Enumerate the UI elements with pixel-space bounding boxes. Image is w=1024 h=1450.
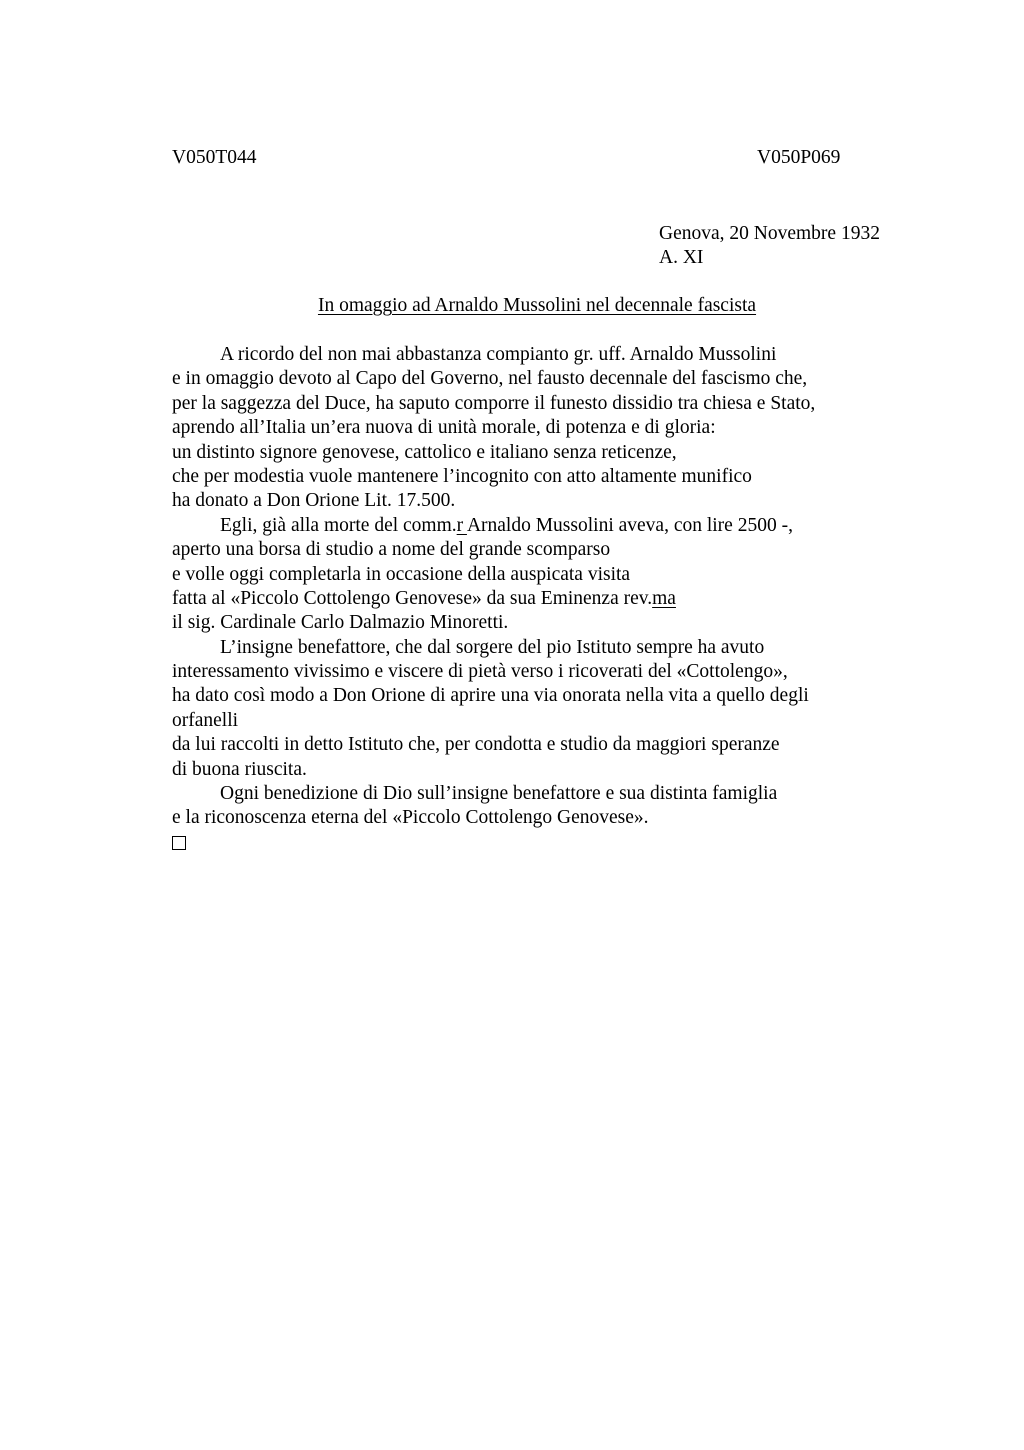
body-line: [172, 514, 932, 538]
body-line: [172, 587, 932, 611]
body-text-segment: Egli, già alla morte del comm.: [220, 514, 457, 536]
dateline: [659, 222, 880, 270]
body-line: di buona riuscita.: [172, 758, 307, 780]
place-date: Genova, 20 Novembre 1932: [659, 223, 880, 244]
body-line: che per modestia vuole mantenere l’incognito con atto altamente munifico: [172, 465, 752, 487]
body-line: il sig. Cardinale Carlo Dalmazio Minoretti.: [172, 612, 509, 634]
body-line: per la saggezza del Duce, ha saputo comporre il funesto dissidio tra chiesa e Stato,: [172, 392, 816, 414]
body-line: orfanelli: [172, 709, 239, 731]
body-line: Ogni benedizione di Dio sull’insigne benefattore e sua distinta famiglia: [220, 783, 778, 805]
body-line: interessamento vivissimo e viscere di pietà verso i ricoverati del «Cottolengo»,: [172, 661, 788, 683]
end-square-icon: [172, 836, 186, 850]
body-line: e in omaggio devoto al Capo del Governo, nel fausto decennale del fascismo che,: [172, 368, 808, 390]
body-line: ha dato così modo a Don Orione di aprire una via onorata nella vita a quello degli: [172, 685, 809, 707]
abbreviation-suffix: r: [456, 514, 467, 536]
body-line: A ricordo del non mai abbastanza compianto gr. uff. Arnaldo Mussolini: [220, 344, 777, 365]
document-code-right: V050P069: [757, 147, 841, 168]
body-line: ha donato a Don Orione Lit. 17.500.: [172, 490, 456, 512]
end-marker-line: [172, 831, 932, 855]
fascist-era-year: A. XI: [659, 247, 704, 268]
body-line: un distinto signore genovese, cattolico e italiano senza reticenze,: [172, 441, 677, 463]
body-text-segment: Arnaldo Mussolini aveva, con lire 2500 -,: [466, 514, 793, 536]
body-line: L’insigne benefattore, che dal sorgere del pio Istituto sempre ha avuto: [220, 636, 765, 658]
body-line: da lui raccolti in detto Istituto che, per condotta e studio da maggiori speranze: [172, 734, 780, 756]
body-line: aperto una borsa di studio a nome del grande scomparso: [172, 539, 611, 561]
body-text-segment: fatta al «Piccolo Cottolengo Genovese» da sua Eminenza rev.: [172, 587, 653, 609]
document-code-left: V050T044: [172, 147, 257, 168]
body-line: e volle oggi completarla in occasione della auspicata visita: [172, 563, 631, 585]
title-text: In omaggio ad Arnaldo Mussolini nel decennale fascista: [317, 295, 757, 316]
document-title: [0, 294, 1024, 318]
abbreviation-suffix: ma: [652, 587, 676, 609]
body-line: e la riconoscenza eterna del «Piccolo Cottolengo Genovese».: [172, 807, 649, 829]
document-body: [172, 343, 932, 855]
body-line: aprendo all’Italia un’era nuova di unità morale, di potenza e di gloria:: [172, 417, 716, 439]
